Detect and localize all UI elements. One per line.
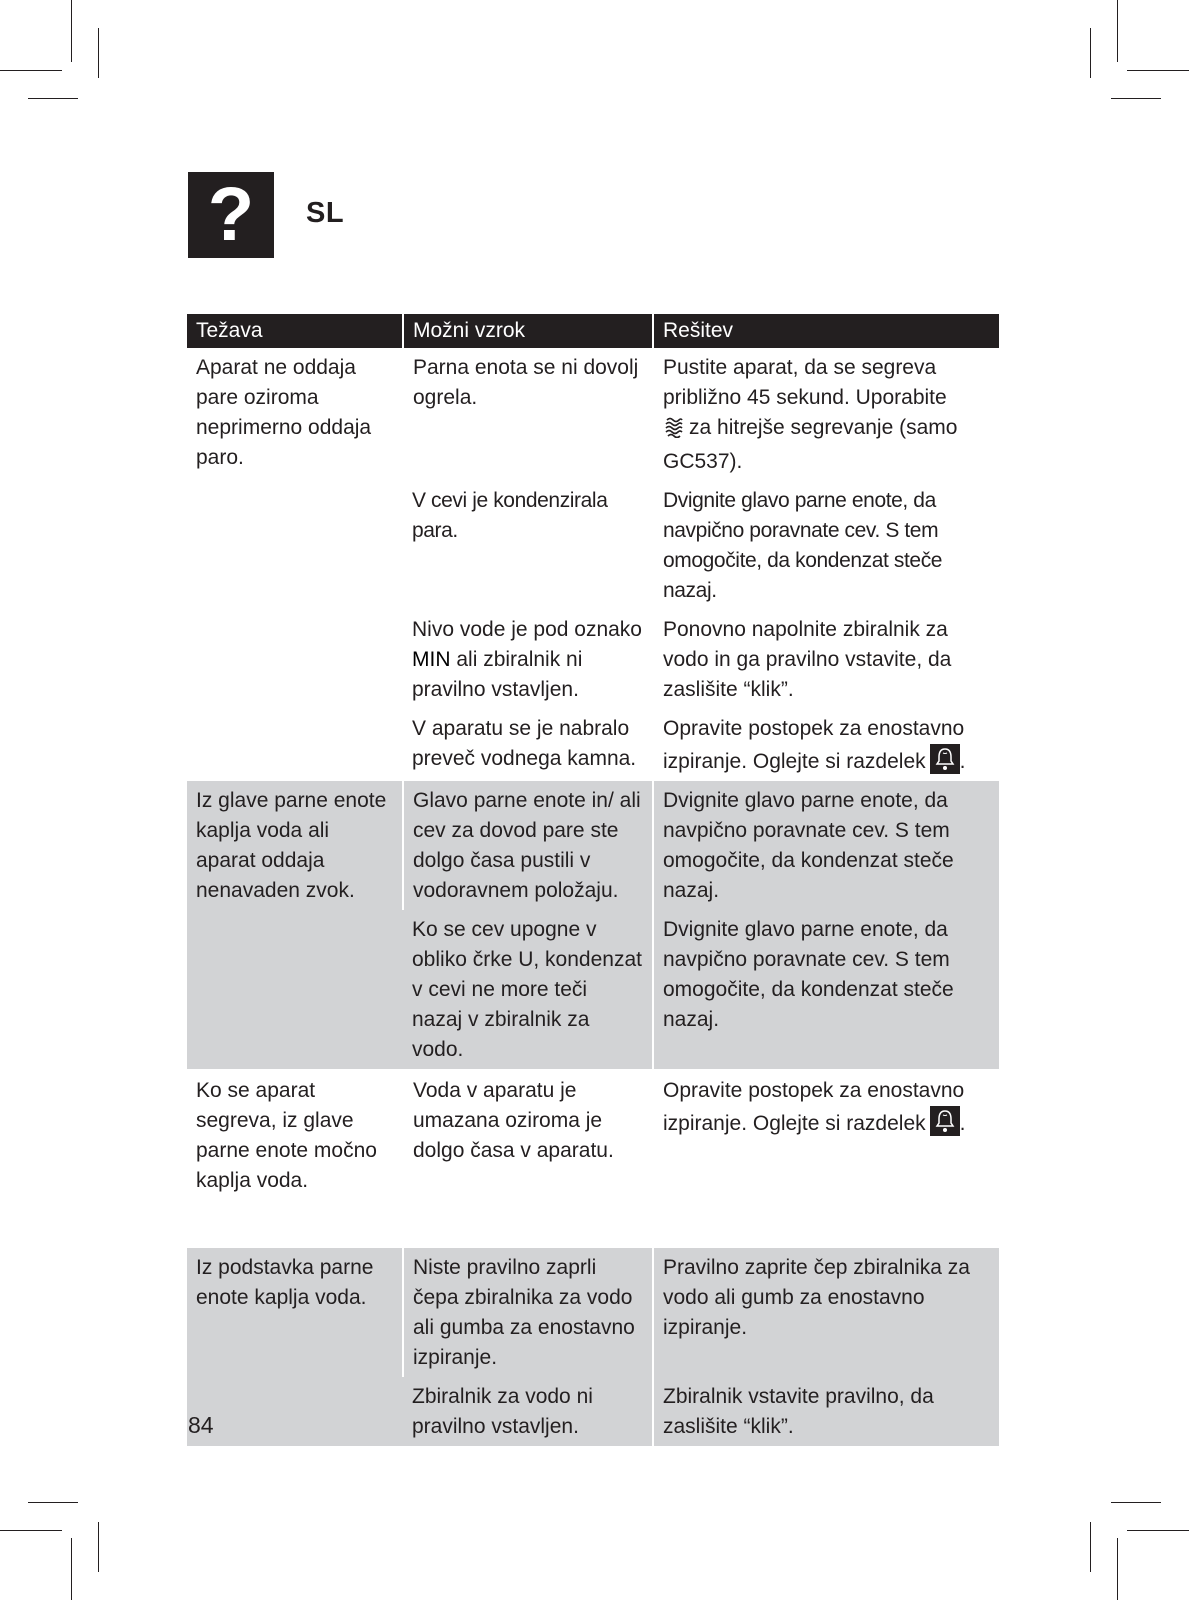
cause-cell: Glavo parne enote in/ ali cev za dovod pare ste dolgo časa pustili v vodoravnem položaju.: [403, 781, 653, 910]
crop-mark: [0, 70, 62, 71]
solution-text: za hitrejše segrevanje (samo GC537).: [663, 416, 958, 473]
crop-mark: [71, 1538, 72, 1600]
crop-mark: [1090, 1522, 1091, 1572]
cause-cell: V aparatu se je nabralo preveč vodnega kamna.: [412, 717, 637, 770]
easy-de-calc-bell-icon: [930, 1106, 960, 1136]
solution-cell: [653, 1070, 999, 1200]
page-number: 84: [188, 1412, 214, 1438]
problem-cell: Iz podstavka parne enote kaplja voda.: [187, 1248, 403, 1446]
cause-cell: V cevi je kondenzirala para.: [412, 489, 608, 542]
solution-cell: Dvignite glavo parne enote, da navpično poravnate cev. S tem omogočite, da kondenzat steče nazaj.: [653, 781, 999, 910]
crop-mark: [1127, 70, 1189, 71]
crop-mark: [0, 1530, 62, 1531]
troubleshooting-table: [187, 314, 999, 1446]
table-row: [187, 1070, 999, 1200]
cause-cell: Niste pravilno zaprli čepa zbiralnika za vodo ali gumba za enostavno izpiranje.: [403, 1248, 653, 1377]
column-header-problem: Težava: [187, 314, 403, 348]
turbo-steam-icon: [663, 416, 685, 447]
table-row: [187, 1248, 999, 1377]
cause-cell: [403, 610, 653, 709]
solution-cell: Dvignite glavo parne enote, da navpično poravnate cev. S tem omogočite, da kondenzat steče nazaj.: [653, 481, 999, 610]
crop-mark: [98, 28, 99, 78]
solution-cell: Zbiralnik vstavite pravilno, da zaslišite “klik”.: [653, 1377, 999, 1446]
cause-cell: Ko se cev upogne v obliko črke U, kondenzat v cevi ne more teči nazaj v zbiralnik za vodo.: [403, 910, 653, 1070]
table-row: [187, 348, 999, 481]
min-mark: MIN: [412, 648, 451, 671]
table-spacer: [187, 1200, 999, 1248]
solution-text: .: [959, 750, 966, 773]
table-header-row: [187, 314, 999, 348]
problem-cell: Ko se aparat segreva, iz glave parne enote močno kaplja voda.: [187, 1070, 403, 1200]
crop-mark: [28, 1502, 78, 1503]
crop-mark: [71, 0, 72, 62]
crop-mark: [1111, 98, 1161, 99]
table-row: [187, 781, 999, 910]
crop-mark: [1117, 0, 1118, 62]
crop-mark: [1127, 1530, 1189, 1531]
language-code: SL: [306, 197, 345, 229]
cause-cell: Zbiralnik za vodo ni pravilno vstavljen.: [403, 1377, 653, 1446]
question-mark-icon: ?: [188, 172, 274, 258]
crop-mark: [1111, 1502, 1161, 1503]
solution-text: Pustite aparat, da se segreva približno 45 sekund. Uporabite: [663, 356, 947, 409]
solution-cell: Dvignite glavo parne enote, da navpično poravnate cev. S tem omogočite, da kondenzat steče nazaj.: [653, 910, 999, 1070]
solution-text: Opravite postopek za enostavno izpiranje. Oglejte si razdelek: [663, 1079, 965, 1135]
solution-cell: Pravilno zaprite čep zbiralnika za vodo ali gumb za enostavno izpiranje.: [653, 1248, 999, 1377]
crop-mark: [98, 1522, 99, 1572]
cause-cell: Parna enota se ni dovolj ogrela.: [403, 348, 653, 481]
crop-mark: [1117, 1538, 1118, 1600]
cause-cell: Voda v aparatu je umazana oziroma je dolgo časa v aparatu.: [403, 1070, 653, 1200]
solution-cell: [653, 348, 999, 481]
cause-text: ali zbiralnik ni pravilno vstavljen.: [412, 648, 583, 701]
problem-cell: Aparat ne oddaja pare oziroma neprimerno oddaja paro.: [196, 356, 372, 469]
column-header-solution: Rešitev: [653, 314, 999, 348]
crop-mark: [1090, 28, 1091, 78]
cause-text: Nivo vode je pod oznako: [412, 618, 642, 641]
column-header-cause: Možni vzrok: [403, 314, 653, 348]
solution-text: Opravite postopek za enostavno izpiranje. Oglejte si razdelek: [663, 717, 965, 773]
crop-mark: [28, 98, 78, 99]
solution-cell: Ponovno napolnite zbiralnik za vodo in ga pravilno vstavite, da zaslišite “klik”.: [653, 610, 999, 709]
problem-cell: Iz glave parne enote kaplja voda ali aparat oddaja nenavaden zvok.: [187, 781, 403, 1070]
easy-de-calc-bell-icon: [930, 744, 960, 774]
solution-cell: [653, 709, 999, 781]
solution-text: .: [959, 1112, 966, 1135]
